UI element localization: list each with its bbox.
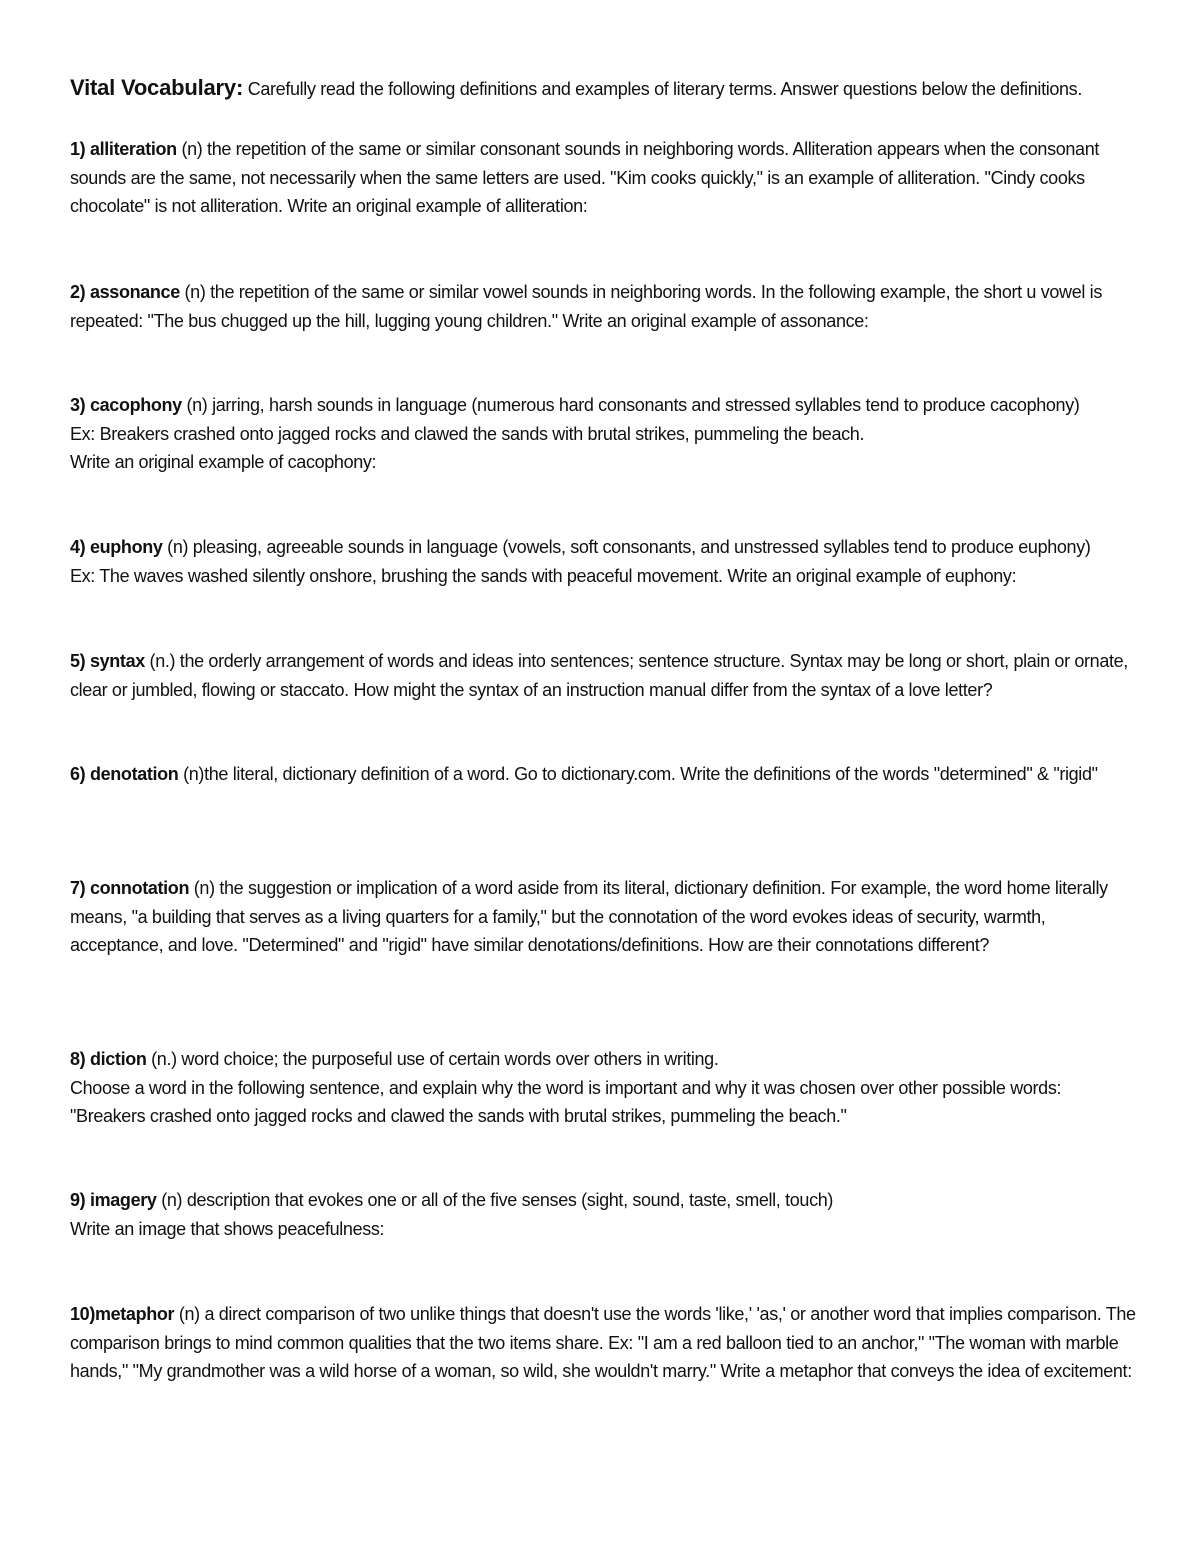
term-number: 3) — [70, 395, 90, 415]
example-line: Ex: The waves washed silently onshore, brushing the sands with peaceful movement. Write an original example of euphony: — [70, 565, 1017, 586]
definition-paragraph — [70, 874, 1140, 960]
term-word: denotation — [89, 764, 179, 784]
definition-paragraph — [70, 1186, 1140, 1215]
vocab-item-euphony — [70, 533, 1140, 590]
term-definition: (n) a direct comparison of two unlike things that doesn't use the words 'like,' 'as,' or another word that implies comparison. The comparison brings to mind common qualities that the two items share. Ex: "I am a red balloon tied to an anchor," "The woman with marble hands," "My grandmother was a wild horse of a woman, so wild, she wouldn't marry." Write a metaphor that conveys the idea of excitement: — [70, 1304, 1136, 1381]
term-definition: (n) description that evokes one or all of the five senses (sight, sound, taste, smell, touch) — [156, 1190, 834, 1210]
term-definition: (n.) word choice; the purposeful use of certain words over others in writing. — [146, 1049, 719, 1069]
term-word: syntax — [89, 651, 145, 671]
term-number: 10) — [70, 1304, 95, 1324]
example-line: "Breakers crashed onto jagged rocks and clawed the sands with brutal strikes, pummeling the beach." — [70, 1106, 847, 1126]
term-definition: (n.) the orderly arrangement of words and ideas into sentences; sentence structure. Syntax may be long or short, plain or ornate, clear or jumbled, flowing or staccato. How might the syntax of an instruction manual differ from the syntax of a love letter? — [70, 651, 1128, 700]
prompt-line: Write an image that shows peacefulness: — [70, 1218, 385, 1239]
vocab-item-metaphor — [70, 1300, 1140, 1386]
vocab-item-cacophony — [70, 391, 1140, 477]
vocab-item-denotation — [70, 760, 1140, 789]
term-word: diction — [89, 1049, 147, 1069]
term-word: imagery — [89, 1190, 157, 1210]
term-definition: (n) pleasing, agreeable sounds in language (vowels, soft consonants, and unstressed syllables tend to produce euphony) — [162, 537, 1091, 557]
term-number: 4) — [70, 537, 90, 557]
term-number: 2) — [70, 282, 90, 302]
vocab-item-alliteration — [70, 135, 1140, 221]
term-definition: (n) the suggestion or implication of a word aside from its literal, dictionary definition. For example, the word home literally means, "a building that serves as a living quarters for a family," but the connotation of the word evokes ideas of security, warmth, acceptance, and love. "Determined" and "rigid" have similar denotations/definitions. How are their connotations different? — [70, 878, 1108, 955]
term-number: 5) — [70, 651, 90, 671]
vocab-item-syntax — [70, 647, 1140, 704]
definition-paragraph — [70, 278, 1140, 335]
term-word: connotation — [89, 878, 190, 898]
term-number: 6) — [70, 764, 90, 784]
definition-paragraph — [70, 647, 1140, 704]
term-word: euphony — [89, 537, 163, 557]
example-line: Ex: Breakers crashed onto jagged rocks and clawed the sands with brutal strikes, pummeling the beach. — [70, 423, 865, 444]
term-word: alliteration — [89, 139, 177, 159]
definition-paragraph — [70, 135, 1140, 221]
vocab-item-connotation — [70, 874, 1140, 960]
page-title: Vital Vocabulary: — [70, 75, 244, 100]
definition-paragraph — [70, 760, 1140, 789]
prompt-line: Write an original example of cacophony: — [70, 452, 377, 472]
term-word: assonance — [89, 282, 180, 302]
prompt-line: Choose a word in the following sentence, and explain why the word is important and why it was chosen over other possible words: — [70, 1077, 1062, 1098]
term-word: metaphor — [94, 1304, 175, 1324]
header-instructions: Carefully read the following definitions and examples of literary terms. Answer questions below the definitions. — [243, 79, 1082, 99]
term-definition: (n) the repetition of the same or similar consonant sounds in neighboring words. Alliteration appears when the consonant sounds are the same, not necessarily when the same letters are used. "Kim cooks quickly," is an example of alliteration. "Cindy cooks chocolate" is not alliteration. Write an original example of alliteration: — [70, 139, 1100, 216]
vocab-item-diction — [70, 1045, 1140, 1131]
definition-paragraph — [70, 1045, 1140, 1074]
header-line — [70, 74, 1140, 103]
vocab-item-assonance — [70, 278, 1140, 335]
definition-paragraph — [70, 533, 1140, 562]
term-number: 1) — [70, 139, 90, 159]
definition-paragraph — [70, 1300, 1140, 1386]
definition-paragraph — [70, 391, 1140, 420]
term-word: cacophony — [89, 395, 182, 415]
term-definition: (n) jarring, harsh sounds in language (numerous hard consonants and stressed syllables tend to produce cacophony) — [181, 395, 1080, 415]
vocab-item-imagery — [70, 1186, 1140, 1243]
term-number: 8) — [70, 1049, 90, 1069]
term-definition: (n)the literal, dictionary definition of a word. Go to dictionary.com. Write the definitions of the words "determined" & "rigid" — [178, 764, 1098, 784]
term-number: 7) — [70, 878, 90, 898]
term-definition: (n) the repetition of the same or similar vowel sounds in neighboring words. In the following example, the short u vowel is repeated: "The bus chugged up the hill, lugging young children." Write an original example of assonance: — [70, 282, 1102, 331]
term-number: 9) — [70, 1190, 90, 1210]
